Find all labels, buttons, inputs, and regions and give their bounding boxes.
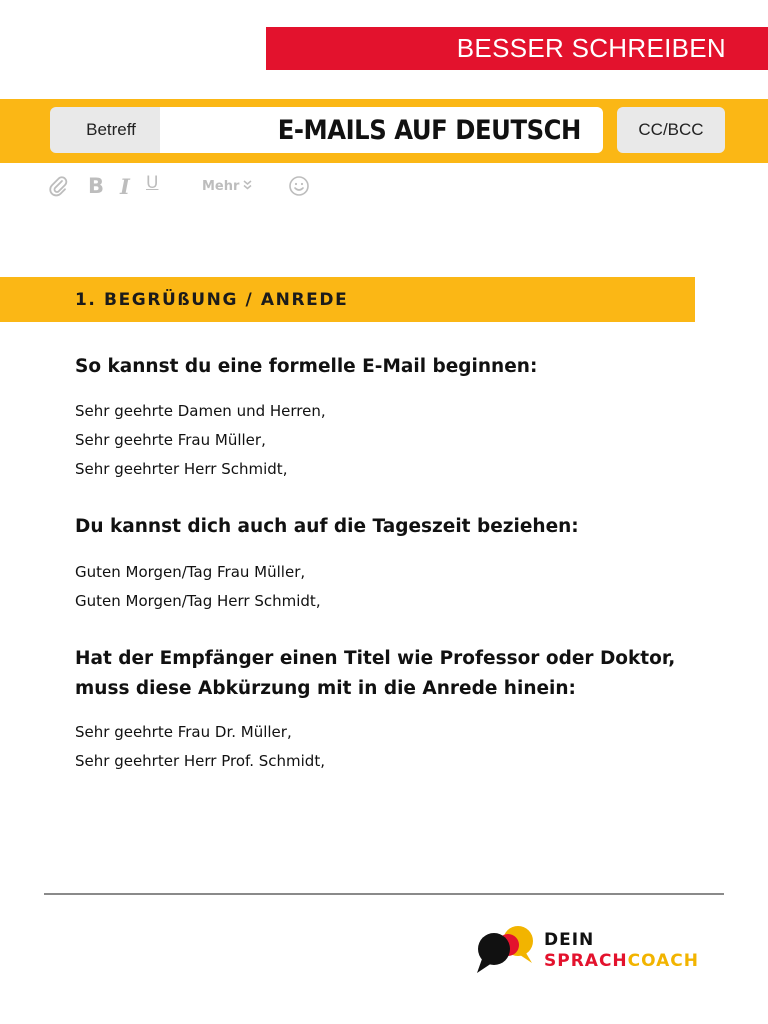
example-list [75,397,326,484]
subject-label: Betreff [50,107,160,153]
paperclip-icon[interactable] [48,172,72,200]
lead-text: Hat der Empfänger einen Titel wie Professor oder Doktor, [75,648,676,669]
example-line: Guten Morgen/Tag Herr Schmidt, [75,592,321,610]
formatting-toolbar [48,172,348,200]
logo-line-2 [544,951,699,972]
smiley-icon[interactable] [288,172,312,200]
logo-wordmark [544,930,699,972]
example-line: Sehr geehrte Frau Müller, [75,431,266,449]
more-label: Mehr [202,178,240,194]
lead-text: Du kannst dich auch auf die Tageszeit beziehen: [75,516,579,537]
logo-word-sprach: SPRACH [544,951,628,971]
underline-button[interactable]: U [146,173,159,193]
lead-text-multiline [75,644,675,704]
example-line: Sehr geehrter Herr Schmidt, [75,460,288,478]
example-line: Guten Morgen/Tag Frau Müller, [75,563,306,581]
lead-text: So kannst du eine formelle E-Mail beginnen: [75,356,538,377]
logo-line-1: DEIN [544,930,595,950]
footer-divider [44,893,724,895]
section-header [0,277,695,322]
bold-button[interactable]: B [88,174,105,198]
banner-title: BESSER SCHREIBEN [456,33,726,63]
logo-word-coach: COACH [627,951,699,971]
italic-button[interactable]: I [120,173,130,199]
example-list [75,718,325,776]
chevron-down-icon [243,179,252,193]
example-line: Sehr geehrte Frau Dr. Müller, [75,723,292,741]
speech-bubbles-icon [474,921,540,977]
example-line: Sehr geehrte Damen und Herren, [75,402,326,420]
subject-field[interactable] [160,107,603,153]
cc-bcc-button[interactable]: CC/BCC [617,107,725,153]
example-list [75,558,321,616]
top-banner [266,27,768,70]
example-line: Sehr geehrter Herr Prof. Schmidt, [75,752,325,770]
brand-logo [474,921,724,977]
lead-text: muss diese Abkürzung mit in die Anrede hinein: [75,678,576,699]
subject-value: E-MAILS AUF DEUTSCH [277,114,581,146]
more-button[interactable] [202,172,252,200]
section-title: 1. BEGRÜßUNG / ANREDE [75,289,349,310]
